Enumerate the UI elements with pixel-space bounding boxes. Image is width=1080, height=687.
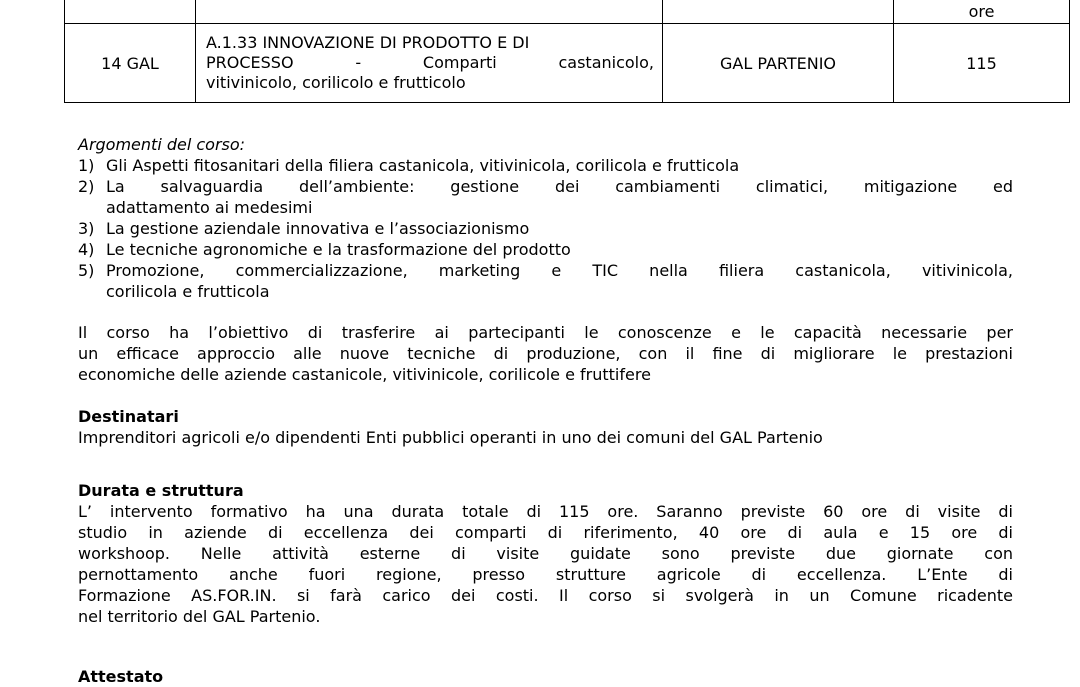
list-item [78,218,1013,239]
topics-list [78,155,1013,302]
paragraph-line: L’ intervento formativo ha una durata totale di 115 ore. Saranno previste 60 ore di visite di [78,502,1013,521]
duration-section [78,480,1013,627]
list-item-number: 2) [78,177,95,196]
course-title-line: vitivinicolo, corilicolo e frutticolo [206,73,466,92]
list-item-text: adattamento ai medesimi [106,198,313,217]
paragraph-line: studio in aziende di eccellenza dei comparti di riferimento, 40 ore di aula e 15 ore di [78,523,1013,542]
course-table [64,0,1070,103]
list-item-text: La gestione aziendale innovativa e l’associazionismo [106,219,530,238]
recipients-section [78,406,1013,448]
topics-section [78,134,1013,302]
table-row [65,24,1070,103]
recipients-heading: Destinatari [78,407,179,426]
list-item-number: 1) [78,156,95,175]
list-item [78,155,1013,176]
course-title-line: A.1.33 INNOVAZIONE DI PRODOTTO E DI [206,33,530,52]
list-item [78,176,1013,218]
list-item-text: Gli Aspetti fitosanitari della filiera castanicola, vitivinicola, corilicola e frutticola [106,156,740,175]
paragraph-line: Formazione AS.FOR.IN. si farà carico dei costi. Il corso si svolgerà in un Comune ricadente [78,586,1013,605]
list-item [78,239,1013,260]
certificate-heading: Attestato [78,667,164,686]
table-row-previous [65,0,1070,24]
list-item-text: Promozione, commercializzazione, marketing e TIC nella filiera castanicola, vitivinicola, [106,261,1013,280]
table-cell-hours-fragment: ore [894,0,1070,24]
list-item-text: Le tecniche agronomiche e la trasformazione del prodotto [106,240,571,259]
table-cell-gal: GAL PARTENIO [663,24,894,103]
course-title-line: PROCESSO - Comparti castanicolo, [206,53,654,72]
table-cell-hours: 115 [894,24,1070,103]
objective-paragraph [78,322,1013,385]
table-cell-empty [65,0,196,24]
list-item-text: La salvaguardia dell’ambiente: gestione dei cambiamenti climatici, mitigazione ed [106,177,1013,196]
list-item-text: corilicola e frutticola [106,282,270,301]
paragraph-line: pernottamento anche fuori regione, presso strutture agricole di eccellenza. L’Ente di [78,565,1013,584]
paragraph-line: Il corso ha l’obiettivo di trasferire ai partecipanti le conoscenze e le capacità necessarie per [78,323,1013,342]
table-cell-course-title [196,24,663,103]
list-item [78,260,1013,302]
topics-heading: Argomenti del corso: [78,135,246,154]
recipients-text: Imprenditori agricoli e/o dipendenti Enti pubblici operanti in uno dei comuni del GAL Partenio [78,428,823,447]
paragraph-line: workshoop. Nelle attività esterne di visite guidate sono previste due giornate con [78,544,1013,563]
paragraph-line: un efficace approccio alle nuove tecniche di produzione, con il fine di migliorare le prestazioni [78,344,1013,363]
list-item-number: 4) [78,240,95,259]
table-cell-empty [196,0,663,24]
table-cell-id: 14 GAL [65,24,196,103]
list-item-number: 3) [78,219,95,238]
paragraph-line: economiche delle aziende castanicole, vitivinicole, corilicole e fruttifere [78,365,651,384]
list-item-number: 5) [78,261,95,280]
duration-heading: Durata e struttura [78,481,244,500]
paragraph-line: nel territorio del GAL Partenio. [78,607,321,626]
table-cell-empty [663,0,894,24]
